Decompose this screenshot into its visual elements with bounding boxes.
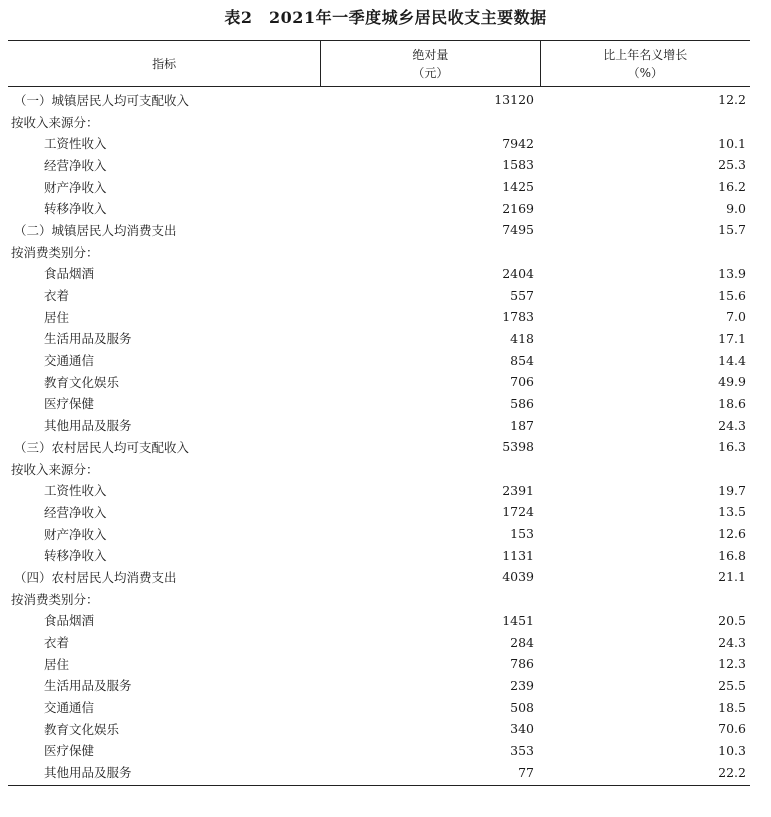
header-absolute-unit: （元） [412, 65, 449, 80]
table-row [8, 219, 750, 241]
header-indicator-label: 指标 [152, 56, 177, 71]
absolute-value-cell: 1131 [502, 547, 534, 563]
table-row [8, 132, 750, 154]
absolute-value-cell: 1425 [502, 179, 534, 195]
table-row [8, 653, 750, 675]
growth-cell: 17.1 [718, 330, 746, 346]
table-title: 表2 2021年一季度城乡居民收支主要数据 [224, 8, 547, 27]
absolute-value-cell: 284 [510, 634, 534, 650]
table-row [8, 393, 750, 415]
growth-cell: 20.5 [718, 612, 746, 628]
growth-cell: 13.5 [718, 504, 746, 520]
absolute-value-cell: 508 [510, 699, 534, 715]
absolute-value-cell: 13120 [494, 92, 534, 108]
growth-cell: 13.9 [718, 265, 746, 281]
header-absolute-value [321, 41, 540, 86]
indicator-cell: 居住 [44, 656, 70, 672]
indicator-cell: 转移净收入 [44, 201, 107, 217]
indicator-cell: 教育文化娱乐 [44, 721, 120, 737]
indicator-cell: 食品烟酒 [44, 613, 95, 629]
absolute-value-cell: 5398 [502, 439, 534, 455]
growth-cell: 12.2 [718, 92, 746, 108]
absolute-value-cell: 1451 [502, 612, 534, 628]
table-row [8, 718, 750, 740]
growth-cell: 21.1 [718, 569, 746, 585]
indicator-cell: 转移净收入 [44, 548, 107, 564]
absolute-value-cell: 418 [510, 330, 534, 346]
absolute-value-cell: 2404 [502, 265, 534, 281]
growth-cell: 7.0 [726, 309, 746, 325]
table-row [8, 761, 750, 783]
table-row [8, 566, 750, 588]
indicator-cell: 工资性收入 [44, 136, 107, 152]
table-row [8, 154, 750, 176]
indicator-cell: （一）城镇居民人均可支配收入 [14, 92, 190, 108]
table-row [8, 544, 750, 566]
indicator-cell: 财产净收入 [44, 526, 107, 542]
growth-cell: 49.9 [718, 374, 746, 390]
table-row [8, 696, 750, 718]
growth-cell: 25.3 [718, 157, 746, 173]
header-indicator [8, 41, 321, 86]
indicator-cell: 按收入来源分： [11, 114, 99, 130]
indicator-cell: 按收入来源分： [11, 461, 99, 477]
table-row [8, 458, 750, 480]
table-row [8, 414, 750, 436]
absolute-value-cell: 239 [510, 677, 534, 693]
absolute-value-cell: 1583 [502, 157, 534, 173]
table-row [8, 479, 750, 501]
table-row [8, 610, 750, 632]
absolute-value-cell: 557 [510, 287, 534, 303]
indicator-cell: （三）农村居民人均可支配收入 [14, 439, 190, 455]
table-row [8, 306, 750, 328]
absolute-value-cell: 7942 [502, 135, 534, 151]
growth-cell: 16.8 [718, 547, 746, 563]
growth-cell: 18.5 [718, 699, 746, 715]
absolute-value-cell: 1724 [502, 504, 534, 520]
indicator-cell: 经营净收入 [44, 157, 107, 173]
growth-cell: 15.6 [718, 287, 746, 303]
header-growth-label: 比上年名义增长 [603, 47, 688, 62]
absolute-value-cell: 187 [510, 417, 534, 433]
table-row [8, 371, 750, 393]
growth-cell: 15.7 [718, 222, 746, 238]
growth-cell: 10.1 [718, 135, 746, 151]
indicator-cell: 经营净收入 [44, 504, 107, 520]
table-row [8, 631, 750, 653]
growth-cell: 19.7 [718, 482, 746, 498]
table-row [8, 349, 750, 371]
indicator-cell: 工资性收入 [44, 483, 107, 499]
indicator-cell: 医疗保健 [44, 396, 95, 412]
growth-cell: 14.4 [718, 352, 746, 368]
indicator-cell: 食品烟酒 [44, 266, 95, 282]
indicator-cell: 生活用品及服务 [44, 331, 132, 347]
growth-cell: 12.6 [718, 526, 746, 542]
table-row [8, 241, 750, 263]
indicator-cell: 其他用品及服务 [44, 418, 132, 434]
indicator-cell: 居住 [44, 309, 70, 325]
absolute-value-cell: 7495 [502, 222, 534, 238]
growth-cell: 10.3 [718, 742, 746, 758]
growth-cell: 22.2 [718, 764, 746, 780]
header-growth-unit: （%） [627, 65, 663, 80]
table-row [8, 89, 750, 111]
table-row [8, 176, 750, 198]
table-header [8, 41, 750, 87]
table-row [8, 740, 750, 762]
indicator-cell: 衣着 [44, 288, 70, 304]
header-absolute-label: 绝对量 [412, 47, 449, 62]
indicator-cell: 财产净收入 [44, 179, 107, 195]
table-row [8, 675, 750, 697]
indicator-cell: （四）农村居民人均消费支出 [14, 569, 177, 585]
indicator-cell: 其他用品及服务 [44, 765, 132, 781]
indicator-cell: 生活用品及服务 [44, 678, 132, 694]
absolute-value-cell: 353 [510, 742, 534, 758]
absolute-value-cell: 1783 [502, 309, 534, 325]
table-body [8, 87, 750, 785]
indicator-cell: 按消费类别分： [11, 244, 99, 260]
indicator-cell: 按消费类别分： [11, 591, 99, 607]
growth-cell: 9.0 [726, 200, 746, 216]
growth-cell: 16.3 [718, 439, 746, 455]
absolute-value-cell: 4039 [502, 569, 534, 585]
growth-cell: 12.3 [718, 656, 746, 672]
table-row [8, 197, 750, 219]
growth-cell: 24.3 [718, 634, 746, 650]
indicator-cell: 交通通信 [44, 353, 95, 369]
absolute-value-cell: 854 [510, 352, 534, 368]
table-row [8, 436, 750, 458]
table-row [8, 284, 750, 306]
table-row [8, 328, 750, 350]
absolute-value-cell: 2169 [502, 200, 534, 216]
absolute-value-cell: 706 [510, 374, 534, 390]
indicator-cell: 衣着 [44, 635, 70, 651]
growth-cell: 18.6 [718, 395, 746, 411]
table-row [8, 523, 750, 545]
growth-cell: 16.2 [718, 179, 746, 195]
absolute-value-cell: 2391 [502, 482, 534, 498]
growth-cell: 24.3 [718, 417, 746, 433]
indicator-cell: 教育文化娱乐 [44, 374, 120, 390]
indicator-cell: 交通通信 [44, 700, 95, 716]
table-row [8, 111, 750, 133]
growth-cell: 25.5 [718, 677, 746, 693]
table-row [8, 501, 750, 523]
indicator-cell: 医疗保健 [44, 743, 95, 759]
indicator-cell: （二）城镇居民人均消费支出 [14, 222, 177, 238]
growth-cell: 70.6 [718, 721, 746, 737]
data-table [8, 40, 750, 786]
header-growth [541, 41, 750, 86]
table-row [8, 588, 750, 610]
absolute-value-cell: 153 [510, 526, 534, 542]
absolute-value-cell: 786 [510, 656, 534, 672]
absolute-value-cell: 77 [518, 764, 534, 780]
absolute-value-cell: 340 [510, 721, 534, 737]
absolute-value-cell: 586 [510, 395, 534, 411]
table-row [8, 263, 750, 285]
